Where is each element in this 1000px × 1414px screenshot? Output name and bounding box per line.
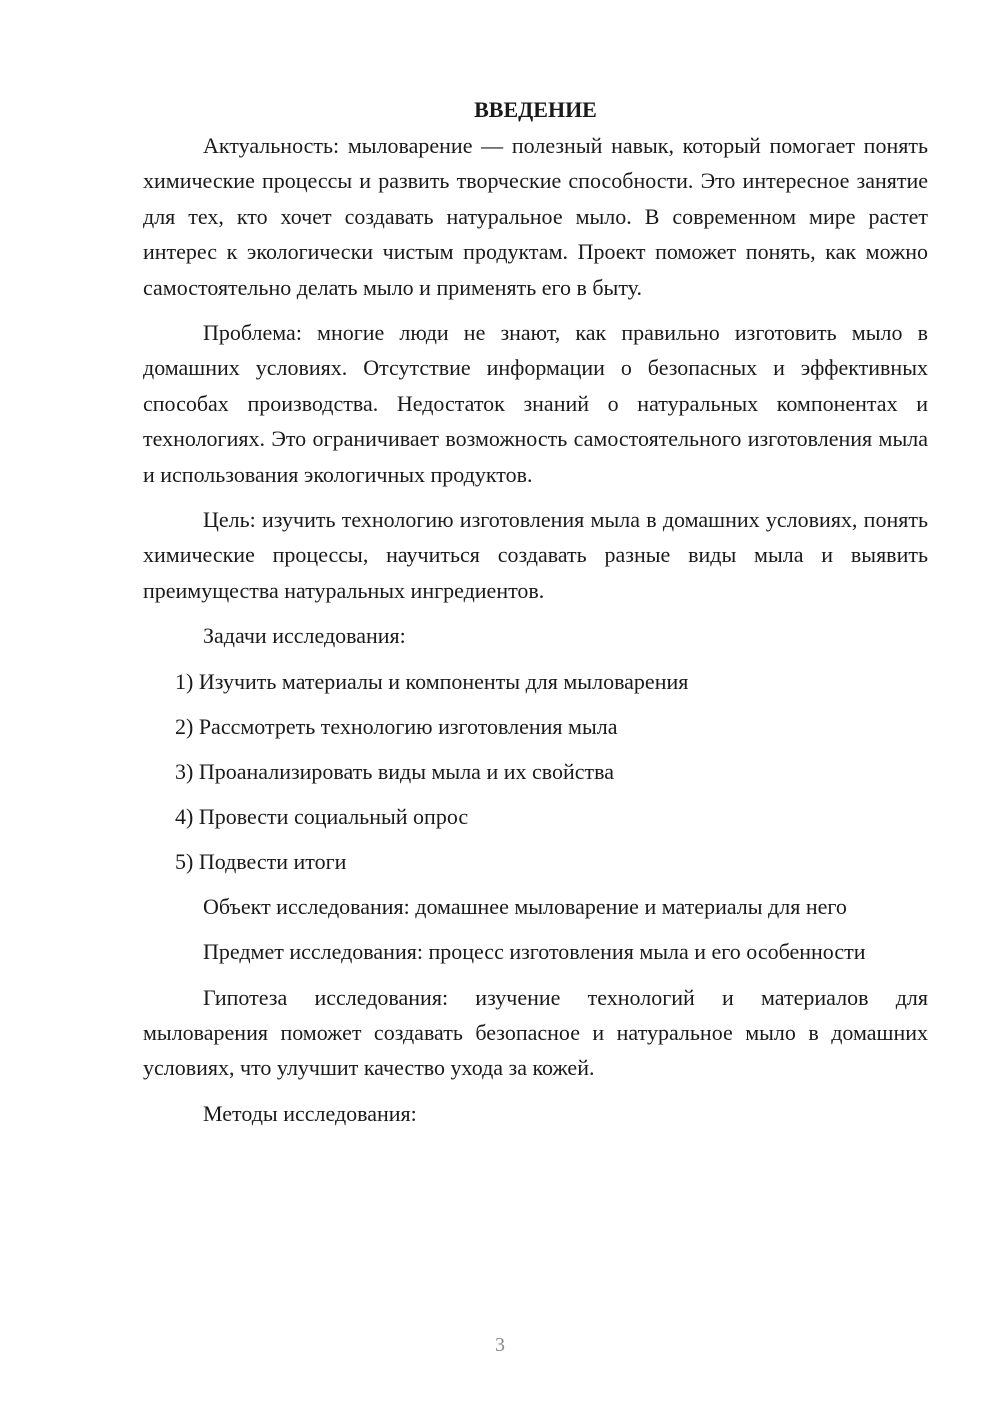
paragraph-goal: Цель: изучить технологию изготовления мыла в домашних условиях, понять химические процессы, научиться создавать разные виды мыла и выявить преимущества натуральных ингредиентов. [143,507,928,603]
page-number: 3 [495,1334,505,1356]
tasks-heading: Задачи исследования: [203,623,406,649]
list-item: 2) Рассмотреть технологию изготовления мыла [175,713,618,739]
tasks-list [143,664,928,879]
list-item: 4) Провести социальный опрос [175,803,469,829]
list-item: 1) Изучить материалы и компоненты для мыловарения [175,668,689,694]
list-item: 3) Проанализировать виды мыла и их свойства [175,758,615,784]
paragraph-object: Объект исследования: домашнее мыловарение и материалы для него [203,893,847,919]
paragraph-methods: Методы исследования: [203,1100,417,1126]
paragraph-relevance: Актуальность: мыловарение — полезный навык, который помогает понять химические процессы и развить творческие способности. Это интересное занятие для тех, кто хочет создавать натуральное мыло. В современном мире растет интерес к экологически чистым продуктам. Проект поможет понять, как можно самостоятельно делать мыло и применять его в быту. [143,133,928,300]
list-item: 5) Подвести итоги [175,848,347,874]
paragraph-subject: Предмет исследования: процесс изготовления мыла и его особенности [203,939,866,965]
paragraph-problem: Проблема: многие люди не знают, как правильно изготовить мыло в домашних условиях. Отсутствие информации о безопасных и эффективных способах производства. Недостаток знаний о натуральных компонентах и технологиях. Это ограничивает возможность самостоятельного изготовления мыла и использования экологичных продуктов. [143,320,928,487]
section-title: ВВЕДЕНИЕ [474,97,597,122]
paragraph-hypothesis: Гипотеза исследования: изучение технологий и материалов для мыловарения поможет создавать безопасное и натуральное мыло в домашних условиях, что улучшит качество ухода за кожей. [143,984,928,1081]
document-page [143,92,928,1131]
